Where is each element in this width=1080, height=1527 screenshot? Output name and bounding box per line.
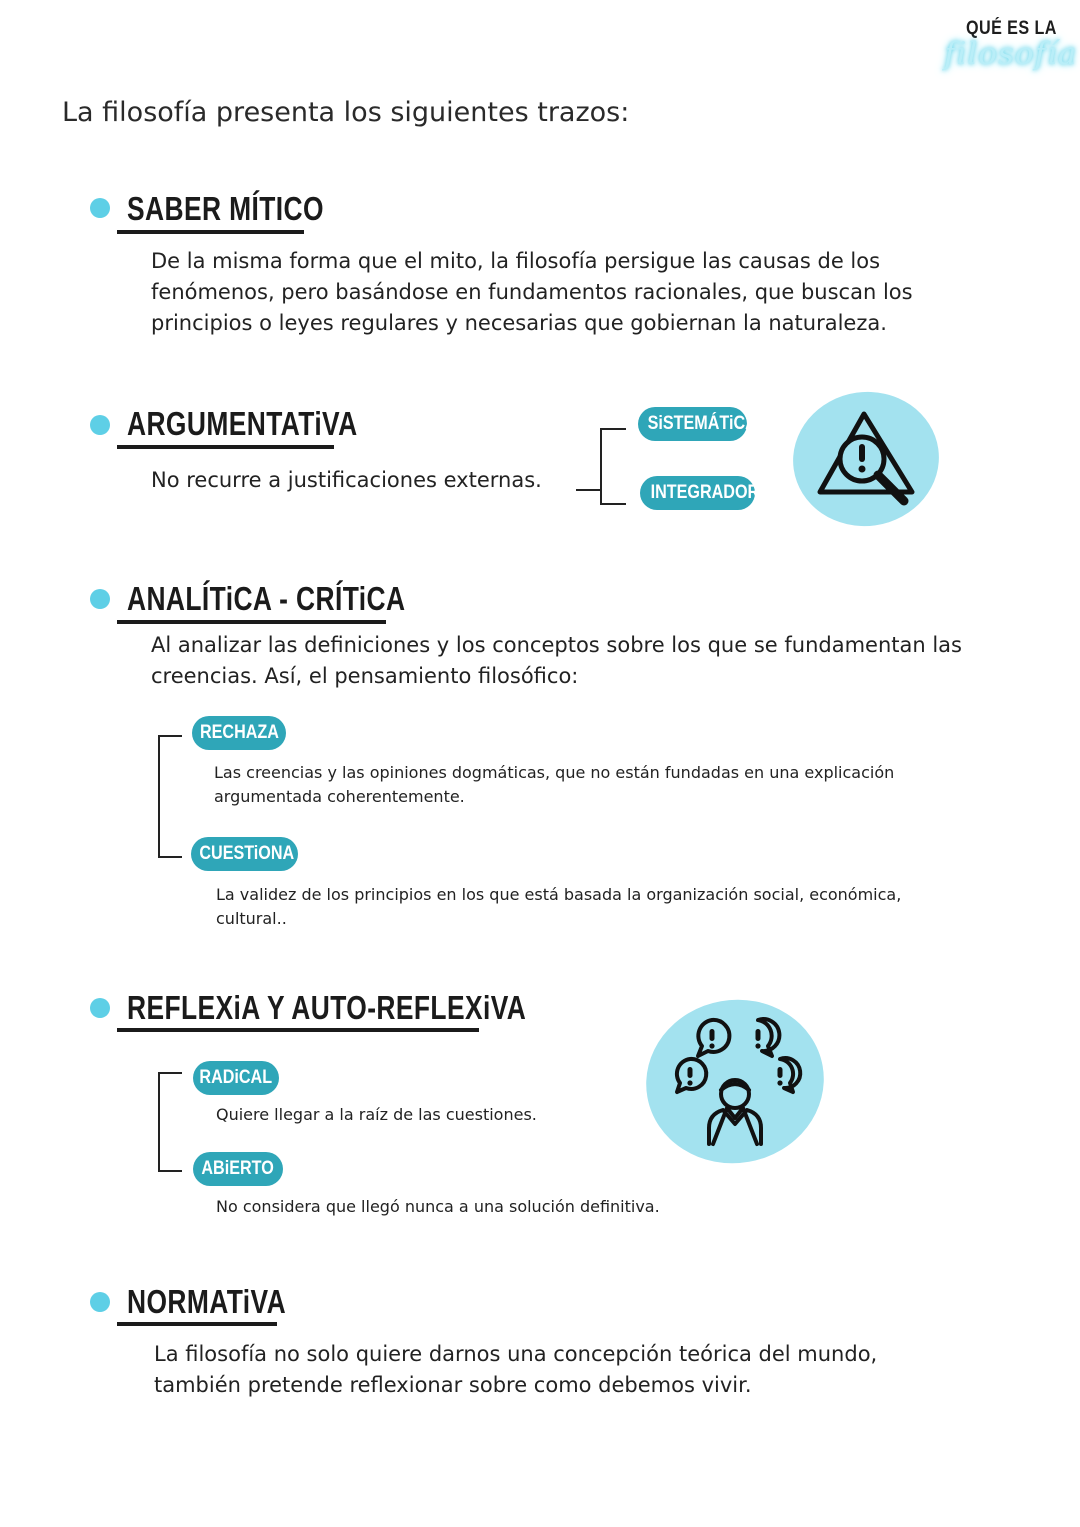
tag-sistematica: SiSTEMÁTiCA	[638, 407, 747, 441]
heading-underline	[117, 230, 304, 234]
heading-underline	[117, 1322, 277, 1326]
radical-text: Quiere llegar a la raíz de las cuestiones.	[216, 1105, 537, 1124]
bullet	[90, 589, 110, 609]
bracket-vertical	[600, 428, 602, 505]
bracket-vertical	[158, 1072, 160, 1172]
tag-integradora: INTEGRADORA	[640, 476, 755, 510]
tag-rechaza: RECHAZA	[192, 716, 286, 750]
bracket-arm	[600, 428, 626, 430]
bracket-vertical	[158, 735, 160, 858]
normativa-text: La filosofía no solo quiere darnos una concepción teórica del mundo, también pretende reflexionar sobre como debemos vivir.	[154, 1342, 878, 1397]
argumentativa-text: No recurre a justificaciones externas.	[151, 468, 542, 492]
heading-underline	[117, 445, 334, 449]
heading-saber-mitico: SABER MÍTICO	[127, 190, 324, 227]
bullet	[90, 1292, 110, 1312]
bullet	[90, 415, 110, 435]
logo-title: QUÉ ES LA	[966, 18, 1057, 39]
saber-mitico-text: De la misma forma que el mito, la filosofía persigue las causas de los fenómenos, pero basándose en fundamentos racionales, que buscan los principios o leyes regulares y necesarias que gobiernan la naturaleza.	[151, 249, 913, 335]
tag-abierto: ABiERTO	[193, 1152, 283, 1186]
bracket-stem	[576, 489, 600, 491]
bracket-arm	[158, 856, 182, 858]
heading-argumentativa: ARGUMENTATiVA	[127, 405, 358, 442]
heading-underline	[117, 1028, 479, 1032]
tag-radical: RADiCAL	[193, 1061, 279, 1095]
bullet	[90, 198, 110, 218]
heading-reflexiva: REFLEXiA Y AUTO-REFLEXiVA	[127, 989, 527, 1026]
confused-person-icon	[665, 1012, 805, 1152]
bracket-arm	[158, 1170, 182, 1172]
bracket-arm	[158, 1072, 182, 1074]
bracket-arm	[600, 503, 626, 505]
analitica-text: Al analizar las definiciones y los conceptos sobre los que se fundamentan las creencias. Así, el pensamiento filosófico:	[151, 633, 962, 688]
abierto-text: No considera que llegó nunca a una solución definitiva.	[216, 1197, 660, 1216]
intro-text: La filosofía presenta los siguientes trazos:	[62, 97, 630, 128]
bracket-arm	[158, 735, 182, 737]
tag-cuestiona: CUESTiONA	[191, 837, 298, 871]
rechaza-text: Las creencias y las opiniones dogmáticas, que no están fundadas en una explicación argumentada coherentemente.	[214, 763, 895, 806]
heading-analitica-critica: ANALÍTiCA - CRÍTiCA	[127, 580, 406, 617]
heading-normativa: NORMATiVA	[127, 1283, 287, 1320]
logo-script: filosofía	[944, 36, 1078, 72]
warning-search-icon	[812, 404, 922, 514]
cuestiona-text: La validez de los principios en los que está basada la organización social, económica, cultural..	[216, 885, 902, 928]
heading-underline	[117, 620, 386, 624]
bullet	[90, 998, 110, 1018]
